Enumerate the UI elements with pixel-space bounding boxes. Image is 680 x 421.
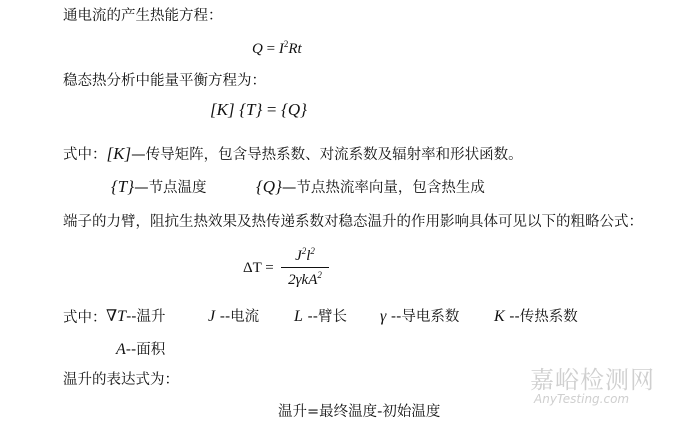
text-line-9: 温升=最终温度-初始温度 <box>278 404 441 420</box>
eq3-denominator: 2γkA$^2$ <box>288 270 322 288</box>
eq3-numerator: $J^2l^2$ <box>295 246 315 264</box>
line3-symbol: [K] <box>106 144 132 163</box>
line4-text-2: —节点热流率向量，包含热生成 <box>281 180 485 196</box>
eq2-t-vector: {T} <box>239 100 263 119</box>
eq3-fraction <box>281 247 329 288</box>
eq2-equals: = <box>266 100 277 119</box>
equation-energy-balance <box>210 101 307 119</box>
line4-text-1: —节点温度 <box>134 180 207 196</box>
eq1-equals: = <box>266 41 276 57</box>
line4-symbol-1: {T} <box>111 177 135 196</box>
line6-item-5: K --传热系数 <box>494 308 578 325</box>
eq1-rhs-tail: Rt <box>288 41 302 57</box>
eq3-fraction-bar <box>281 267 329 268</box>
watermark-logo-text: 嘉峪检测网 <box>530 366 655 394</box>
equation-heat-energy <box>252 40 302 57</box>
text-line-7: A--面积 <box>116 341 166 358</box>
text-line-4a <box>111 178 207 196</box>
eq2-q-vector: {Q} <box>281 100 307 119</box>
text-line-6 <box>63 311 107 326</box>
eq1-rhs-exp: 2 <box>283 39 289 49</box>
watermark-url: AnyTesting.com <box>534 392 630 406</box>
line6-item-2: J --电流 <box>208 308 260 325</box>
eq1-rhs-base: I <box>278 41 284 57</box>
eq3-lhs: ΔT = <box>243 260 274 276</box>
eq1-lhs: Q <box>252 41 263 57</box>
line6-item-1: ∇T--温升 <box>106 308 166 325</box>
text-line-2: 稳态热分析中能量平衡方程为： <box>63 73 266 89</box>
eq2-k-matrix: [K] <box>210 100 235 119</box>
text-line-1: 通电流的产生热能方程： <box>63 8 223 24</box>
text-line-3 <box>63 145 523 163</box>
line4-symbol-2: {Q} <box>256 177 282 196</box>
line3-prefix: 式中： <box>63 147 107 163</box>
text-line-5: 端子的力臂，阻抗生热效果及热传递系数对稳态温升的作用影响具体可见以下的粗略公式： <box>63 214 643 230</box>
text-line-4b <box>256 178 485 196</box>
line3-text: —传导矩阵，包含导热系数、对流系数及辐射率和形状函数。 <box>131 147 523 163</box>
line6-item-4: γ --导电系数 <box>380 308 460 325</box>
line6-item-3: L --臂长 <box>294 308 347 325</box>
text-line-8: 温升的表达式为： <box>63 372 179 388</box>
line6-prefix: 式中： <box>63 310 107 326</box>
